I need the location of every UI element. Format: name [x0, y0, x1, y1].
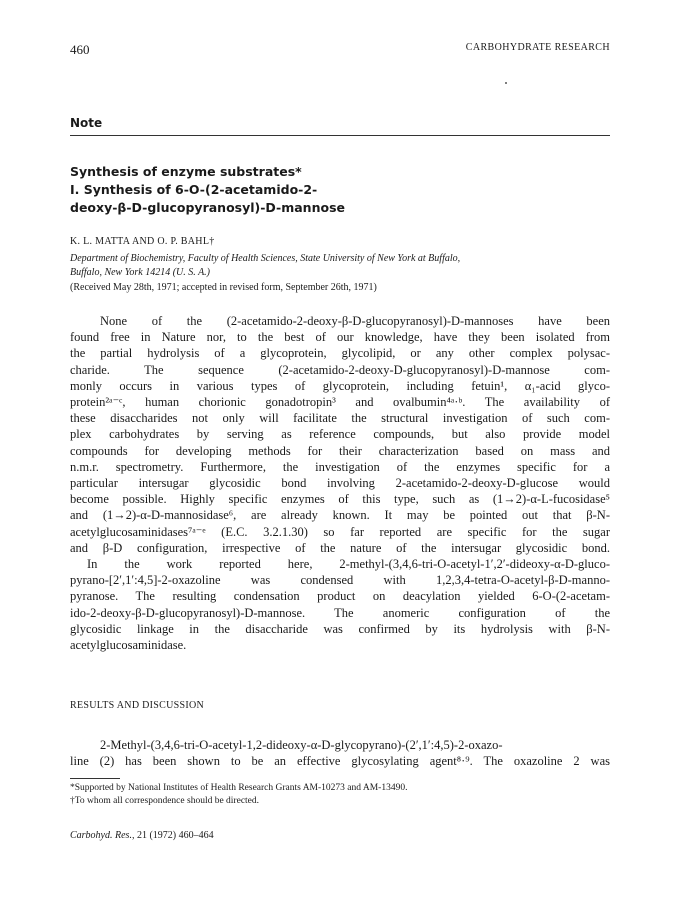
- citation-reference: 21 (1972) 460–464: [134, 830, 214, 841]
- page-number: 460: [70, 42, 90, 57]
- footnote-funding: *Supported by National Institutes of Health Research Grants AM-10273 and AM-13490.: [70, 783, 408, 793]
- authors: K. L. MATTA AND O. P. BAHL†: [70, 236, 215, 247]
- body-line: ido-2-deoxy-β-D-glucopyranosyl)-D-mannose. The anomeric configuration of the: [70, 605, 610, 620]
- body-line: and β-D configuration, irrespective of the nature of the intersugar glycosidic bond.: [70, 540, 610, 555]
- body-line: None of the (2-acetamido-2-deoxy-β-D-glucopyranosyl)-D-mannoses have been: [100, 314, 610, 328]
- section-label: Note: [70, 116, 103, 130]
- body-line: become possible. Highly specific enzymes of this type, such as (1→2)-α-L-fucosidase⁵: [70, 492, 610, 507]
- footnote-correspondence: †To whom all correspondence should be directed.: [70, 795, 260, 806]
- body-line: n.m.r. spectrometry. Furthermore, the investigation of the enzymes specific for a: [70, 459, 610, 474]
- results-line: line (2) has been shown to be an effective glycosylating agent⁸·⁹. The oxazoline 2 was: [70, 754, 610, 769]
- body-line: charide. The sequence (2-acetamido-2-deoxy-D-glucopyranosyl)-D-mannose com-: [70, 362, 610, 377]
- body-line: plex carbohydrates by serving as reference compounds, but also provide model: [70, 427, 610, 442]
- affiliation: [70, 252, 610, 279]
- body-line: glycosidic linkage in the disaccharide was confirmed by its hydrolysis with β-N-: [70, 621, 610, 636]
- speck: [505, 82, 507, 84]
- title-line-3: deoxy-β-D-glucopyranosyl)-D-mannose: [70, 200, 345, 215]
- results-line: 2-Methyl-(3,4,6-tri-O-acetyl-1,2-dideoxy-α-D-glycopyrano)-(2′,1′:4,5)-2-oxazo-: [100, 738, 503, 752]
- title-line-2: I. Synthesis of 6-O-(2-acetamido-2-: [70, 182, 318, 197]
- body-text: [70, 313, 610, 653]
- footnotes: [70, 782, 610, 807]
- body-line: the partial hydrolysis of a glycoprotein, glycolipid, or any other complex polysac-: [70, 346, 610, 361]
- article-title: [70, 163, 610, 217]
- body-line: acetylglucosaminidases⁷ᵃ⁻ᵉ (E.C. 3.2.1.30) so far reported are specific for the sugar: [70, 524, 610, 539]
- body-line: protein²ᵃ⁻ᶜ, human chorionic gonadotropin³ and ovalbumin⁴ᵃ·ᵇ. The availability of: [70, 395, 610, 410]
- title-line-1: Synthesis of enzyme substrates*: [70, 164, 302, 179]
- body-line: particular intersugar glycosidic bond involving 2-acetamido-2-deoxy-D-glucose would: [70, 476, 610, 491]
- journal-citation: [70, 830, 214, 841]
- body-line: acetylglucosaminidase.: [70, 638, 187, 653]
- footnote-divider: [70, 778, 120, 779]
- citation-journal: Carbohyd. Res.,: [70, 830, 135, 841]
- body-line: In the work reported here, 2-methyl-(3,4,6-tri-O-acetyl-1′,2′-dideoxy-α-D-gluco-: [87, 557, 610, 572]
- body-line: and (1→2)-α-D-mannosidase⁶, are already known. It may be pointed out that β-N-: [70, 508, 610, 523]
- body-line: compounds for developing methods for their characterization based on mass and: [70, 443, 610, 458]
- affiliation-line-2: Buffalo, New York 14214 (U. S. A.): [70, 266, 211, 278]
- section-divider: [70, 135, 610, 136]
- body-line: pyranose. The resulting condensation product on deacylation yielded 6-O-(2-acetam-: [70, 589, 610, 604]
- body-line: pyrano-[2′,1′:4,5]-2-oxazoline was condensed with 1,2,3,4-tetra-O-acetyl-β-D-manno-: [70, 573, 610, 588]
- body-line: these disaccharides not only will facilitate the structural investigation of such com-: [70, 411, 610, 426]
- body-line: found free in Nature nor, to the best of our knowledge, have they been isolated from: [70, 330, 610, 345]
- running-header: [70, 42, 610, 58]
- results-text: [70, 737, 610, 769]
- received-dates: (Received May 28th, 1971; accepted in revised form, September 26th, 1971): [70, 282, 377, 293]
- results-heading: RESULTS AND DISCUSSION: [70, 700, 205, 711]
- affiliation-line-1: Department of Biochemistry, Faculty of Health Sciences, State University of New York at Buffalo,: [70, 253, 461, 264]
- body-line: monly occurs in various types of glycoprotein, including fetuin¹, α₁-acid glyco-: [70, 378, 610, 393]
- journal-name: CARBOHYDRATE RESEARCH: [465, 42, 610, 53]
